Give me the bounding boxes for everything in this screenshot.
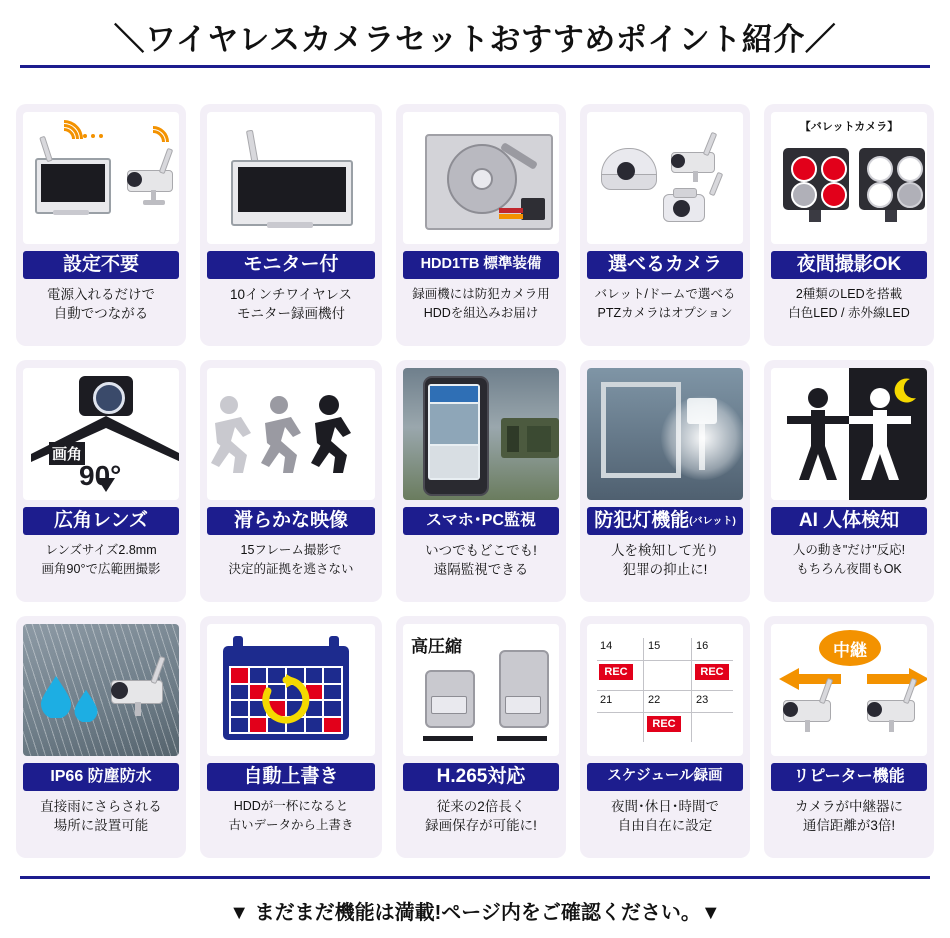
- wide-angle-lens-icon: [23, 368, 179, 500]
- feature-title: スケジュール録画: [587, 763, 743, 791]
- feature-card: [396, 104, 566, 346]
- feature-card: [764, 104, 934, 346]
- feature-title: HDD1TB 標準装備: [403, 251, 559, 279]
- feature-desc-line: いつでもどこでも!: [425, 543, 537, 558]
- feature-desc: [47, 285, 155, 323]
- feature-title: モニター付: [207, 251, 375, 279]
- feature-desc-line: PTZカメラはオプション: [597, 306, 733, 320]
- figure-caption: 高圧縮: [411, 637, 462, 656]
- feature-title: リピーター機能: [771, 763, 927, 791]
- feature-grid: [16, 104, 934, 858]
- feature-card: [580, 616, 750, 858]
- running-person-frames-icon: [207, 368, 375, 500]
- repeater-function-icon: [771, 624, 927, 756]
- page-footer: [0, 876, 950, 938]
- feature-title: [587, 507, 743, 535]
- feature-desc: [793, 541, 905, 579]
- feature-desc: [595, 285, 736, 323]
- feature-desc-line: 電源入れるだけで: [47, 287, 155, 302]
- feature-desc-line: 場所に設置可能: [53, 818, 149, 833]
- feature-title: 夜間撮影OK: [771, 251, 927, 279]
- footer-note: ▼ まだまだ機能は満載!ページ内をご確認ください。▼: [229, 902, 721, 924]
- feature-desc-line: 録画機には防犯カメラ用: [412, 287, 550, 301]
- feature-desc: [412, 285, 550, 323]
- page-header: [0, 0, 950, 72]
- schedule-hour: 22: [648, 694, 661, 706]
- feature-desc-line: レンズサイズ2.8mm: [45, 543, 157, 557]
- relay-arrows-icon: [779, 668, 927, 690]
- feature-card: [200, 104, 382, 346]
- dome-bullet-ptz-camera-icon: [587, 112, 743, 244]
- feature-card: [764, 616, 934, 858]
- feature-title: AI 人体検知: [771, 507, 927, 535]
- monitor-recorder-icon: [207, 112, 375, 244]
- feature-title: 広角レンズ: [23, 507, 179, 535]
- feature-title-text: 防犯灯機能: [594, 510, 690, 531]
- feature-desc: [40, 797, 162, 835]
- feature-desc-line: 直接雨にさらされる: [40, 799, 162, 814]
- feature-desc-line: 人の動き"だけ"反応!: [792, 543, 906, 557]
- feature-desc: [230, 285, 352, 323]
- rec-badge: REC: [647, 716, 681, 732]
- feature-card: [16, 104, 186, 346]
- feature-desc-line: 人を検知して光り: [611, 543, 719, 558]
- feature-desc-line: 2種類のLEDを搭載: [795, 287, 903, 301]
- feature-title: IP66 防塵防水: [23, 763, 179, 791]
- feature-desc-line: 白色LED / 赤外線LED: [788, 306, 910, 320]
- feature-title: 設定不要: [23, 251, 179, 279]
- schedule-recording-icon: [587, 624, 743, 756]
- schedule-hour: 14: [600, 640, 613, 652]
- feature-desc: [611, 541, 719, 579]
- feature-desc: [42, 541, 161, 579]
- feature-desc: [425, 541, 537, 579]
- figure-caption: 画角: [49, 442, 85, 465]
- smartphone-pc-monitoring-icon: [403, 368, 559, 500]
- schedule-hour: 15: [648, 640, 661, 652]
- feature-card: [16, 360, 186, 602]
- feature-title: 自動上書き: [207, 763, 375, 791]
- rain-waterproof-camera-icon: [23, 624, 179, 756]
- refresh-loop-icon: [260, 674, 312, 726]
- feature-desc-line: 自由自在に設定: [617, 818, 713, 833]
- feature-card: [580, 104, 750, 346]
- feature-title: 滑らかな映像: [207, 507, 375, 535]
- figure-caption: 【バレットカメラ】: [799, 121, 899, 133]
- runner-silhouettes-icon: [207, 379, 375, 489]
- feature-desc: [228, 797, 353, 835]
- ai-human-detection-icon: [771, 368, 927, 500]
- schedule-hour: 16: [696, 640, 709, 652]
- feature-title-sup: (バレット): [689, 516, 736, 527]
- feature-desc-line: HDDが一杯になると: [233, 799, 349, 813]
- feature-desc-line: 録画保存が可能に!: [425, 818, 537, 833]
- feature-desc-line: もちろん夜間もOK: [796, 562, 902, 576]
- feature-desc: [788, 285, 910, 323]
- feature-title: H.265対応: [403, 763, 559, 791]
- wifi-monitor-camera-icon: [23, 112, 179, 244]
- feature-desc-line: 従来の2倍長く: [436, 799, 526, 814]
- water-drop-icon: [39, 674, 73, 718]
- feature-desc: [425, 797, 537, 835]
- figure-value: 90°: [79, 460, 122, 491]
- feature-title: スマホ･PC監視: [403, 507, 559, 535]
- feature-card: [200, 616, 382, 858]
- feature-desc-line: 決定的証拠を逃さない: [228, 562, 354, 576]
- relay-badge: 中継: [819, 630, 881, 666]
- feature-card: [16, 616, 186, 858]
- night-vision-led-camera-icon: [771, 112, 927, 244]
- hard-disk-drive-icon: [403, 112, 559, 244]
- feature-desc-line: 夜間･休日･時間で: [611, 799, 719, 814]
- person-day-icon: [783, 386, 853, 482]
- header-divider: [20, 65, 930, 68]
- moon-icon: [889, 376, 919, 406]
- security-light-icon: [587, 368, 743, 500]
- feature-desc: [795, 797, 903, 835]
- feature-desc-line: 通信距離が3倍!: [802, 818, 896, 833]
- feature-desc-line: 15フレーム撮影で: [240, 543, 342, 557]
- footer-divider: [20, 876, 930, 879]
- feature-desc: [611, 797, 719, 835]
- rec-badge: REC: [599, 664, 633, 680]
- feature-desc-line: 遠隔監視できる: [433, 562, 529, 577]
- feature-card: [580, 360, 750, 602]
- feature-title: 選べるカメラ: [587, 251, 743, 279]
- calendar-overwrite-icon: [207, 624, 375, 756]
- water-drop-icon: [73, 688, 99, 722]
- feature-desc-line: バレット/ドームで選べる: [594, 287, 736, 301]
- feature-desc-line: 犯罪の抑止に!: [622, 562, 708, 577]
- high-compression-icon: [403, 624, 559, 756]
- feature-desc-line: 自動でつながる: [53, 306, 149, 321]
- feature-card: [200, 360, 382, 602]
- feature-desc-line: モニター録画機付: [236, 306, 345, 321]
- feature-desc-line: 画角90°で広範囲撮影: [41, 562, 161, 576]
- feature-card: [396, 616, 566, 858]
- feature-desc: [228, 541, 353, 579]
- rec-badge: REC: [695, 664, 729, 680]
- feature-desc-line: カメラが中継器に: [795, 799, 903, 814]
- feature-desc-line: HDDを組込みお届け: [423, 306, 539, 320]
- schedule-hour: 23: [696, 694, 709, 706]
- feature-card: [764, 360, 934, 602]
- feature-desc-line: 古いデータから上書き: [228, 818, 354, 832]
- feature-desc-line: 10インチワイヤレス: [229, 287, 353, 302]
- schedule-hour: 21: [600, 694, 613, 706]
- page-title: ＼ワイヤレスカメラセットおすすめポイント紹介／: [113, 21, 837, 57]
- feature-card: [396, 360, 566, 602]
